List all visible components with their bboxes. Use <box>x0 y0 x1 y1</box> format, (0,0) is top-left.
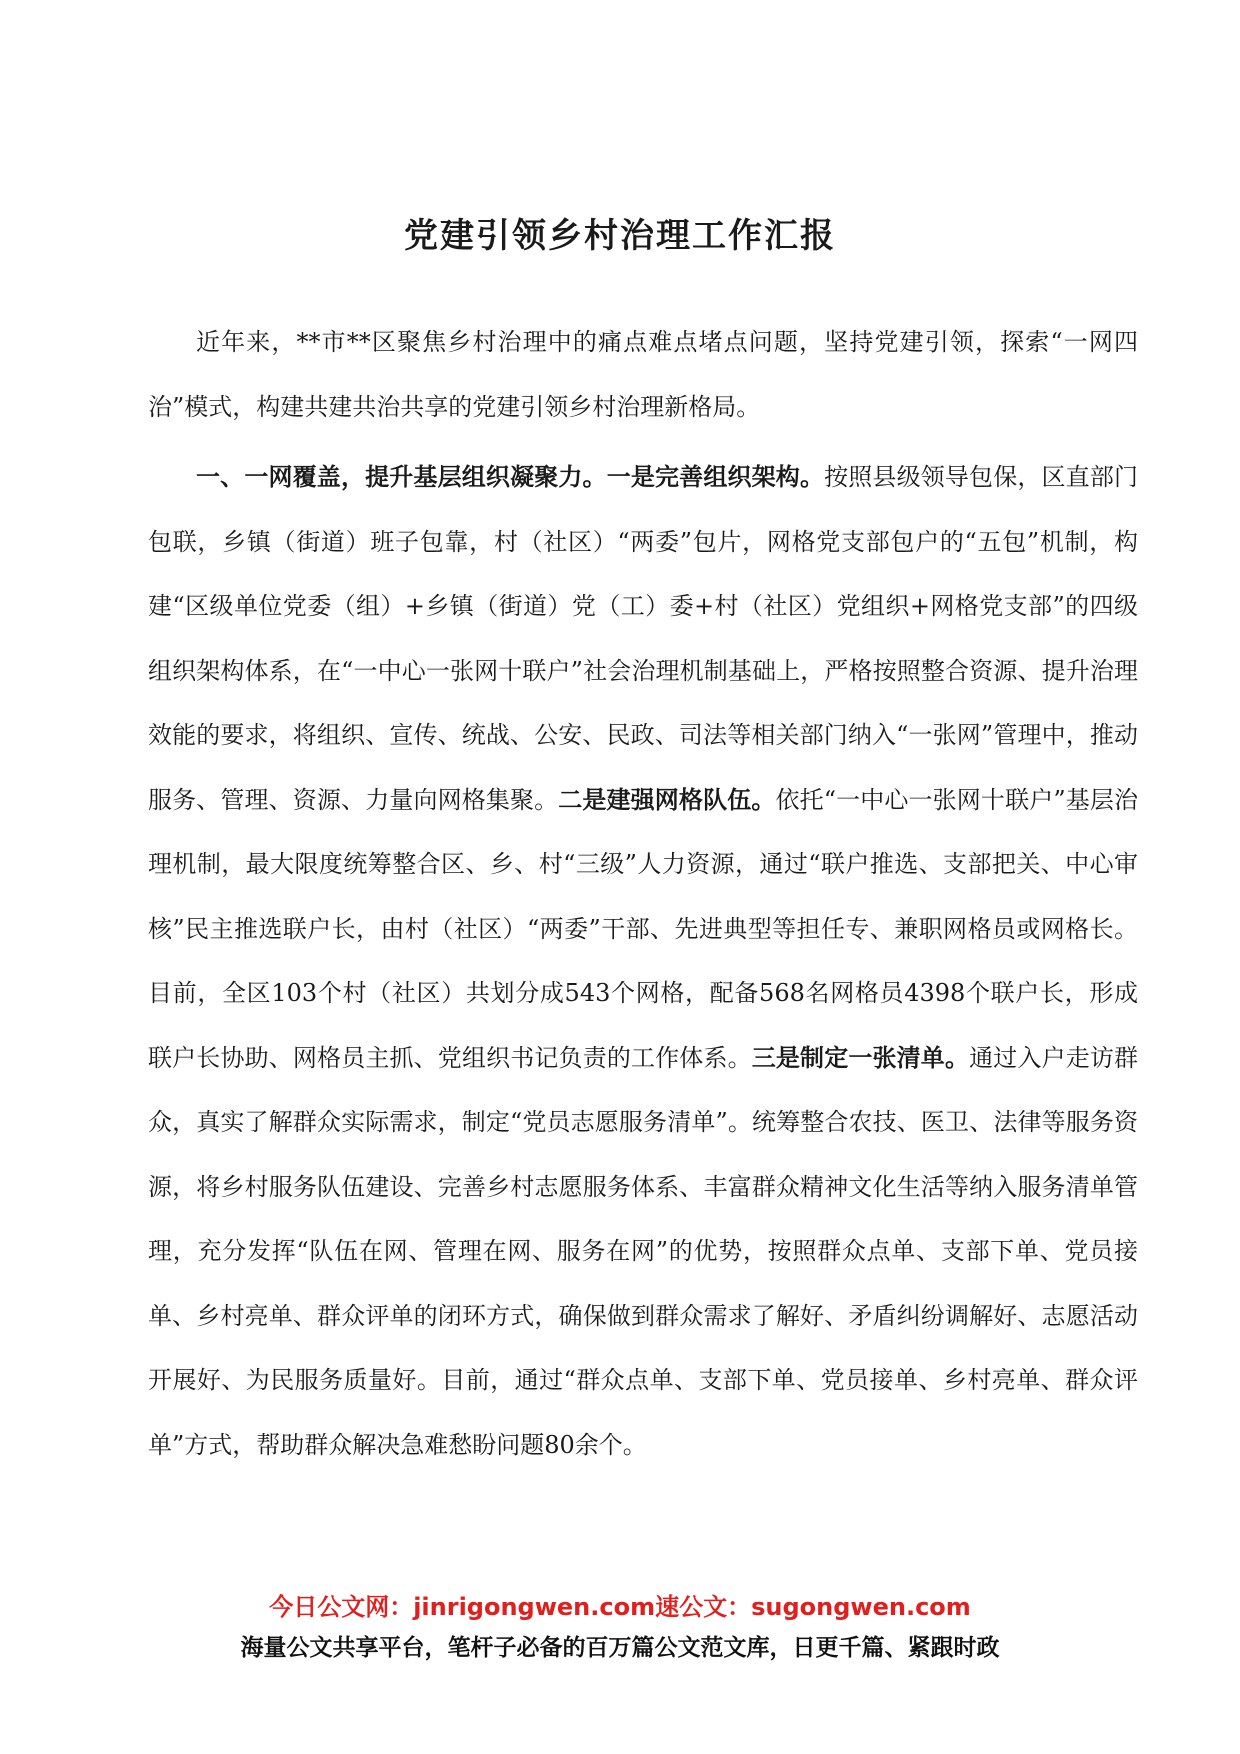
section-1-heading: 一、一网覆盖，提升基层组织凝聚力。 <box>196 462 607 491</box>
footer-slogan: 海量公文共享平台，笔杆子必备的百万篇公文范文库，日更千篇、紧跟时政 <box>240 1635 1000 1661</box>
item-1-text: 按照县级领导包保，区直部门包联，乡镇（街道）班子包靠，村（社区）“两委”包片，网格党支部包户的“五包”机制，构建“区级单位党委（组）+乡镇（街道）党（工）委+村（社区）党组织+网格党支部”的四级组织架构体系，在“一中心一张网十联户”社会治理机制基础上，严格按照整合资源、提升治理效能的要求，将组织、宣传、统战、公安、民政、司法等相关部门纳入“一张网”管理中，推动服务、管理、资源、力量向网格集聚。 <box>148 463 1139 814</box>
section-1-paragraph <box>148 445 1138 1477</box>
item-2-text: 依托“一中心一张网十联户”基层治理机制，最大限度统筹整合区、乡、村“三级”人力资源，通过“联户推选、支部把关、中心审核”民主推选联户长，由村（社区）“两委”干部、先进典型等担任专、兼职网格员或网格长。目前，全区103个村（社区）共划分成543个网格，配备568名网格员4398个联户长，形成联户长协助、网格员主抓、党组织书记负责的工作体系。 <box>148 785 1139 1072</box>
footer-site-links: 今日公文网：jinrigongwen.com速公文：sugongwen.com <box>269 1593 971 1621</box>
item-2-heading: 二是建强网格队伍。 <box>558 784 776 814</box>
watermark-footer <box>0 1590 1240 1666</box>
intro-paragraph: 近年来，**市**区聚焦乡村治理中的痛点难点堵点问题，坚持党建引领，探索“一网四治”模式，构建共建共治共享的党建引领乡村治理新格局。 <box>148 328 1138 421</box>
document-title: 党建引领乡村治理工作汇报 <box>404 216 836 256</box>
document-body <box>148 310 1138 1477</box>
item-1-heading: 一是完善组织架构。 <box>606 462 825 491</box>
item-3-text: 通过入户走访群众，真实了解群众实际需求，制定“党员志愿服务清单”。统筹整合农技、医卫、法律等服务资源，将乡村服务队伍建设、完善乡村志愿服务体系、丰富群众精神文化生活等纳入服务清单管理，充分发挥“队伍在网、管理在网、服务在网”的优势，按照群众点单、支部下单、党员接单、乡村亮单、群众评单的闭环方式，确保做到群众需求了解好、矛盾纠纷调解好、志愿活动开展好、为民服务质量好。目前，通过“群众点单、支部下单、党员接单、乡村亮单、群众评单”方式，帮助群众解决急难愁盼问题80余个。 <box>148 1043 1139 1459</box>
item-3-heading: 三是制定一张清单。 <box>751 1042 970 1072</box>
